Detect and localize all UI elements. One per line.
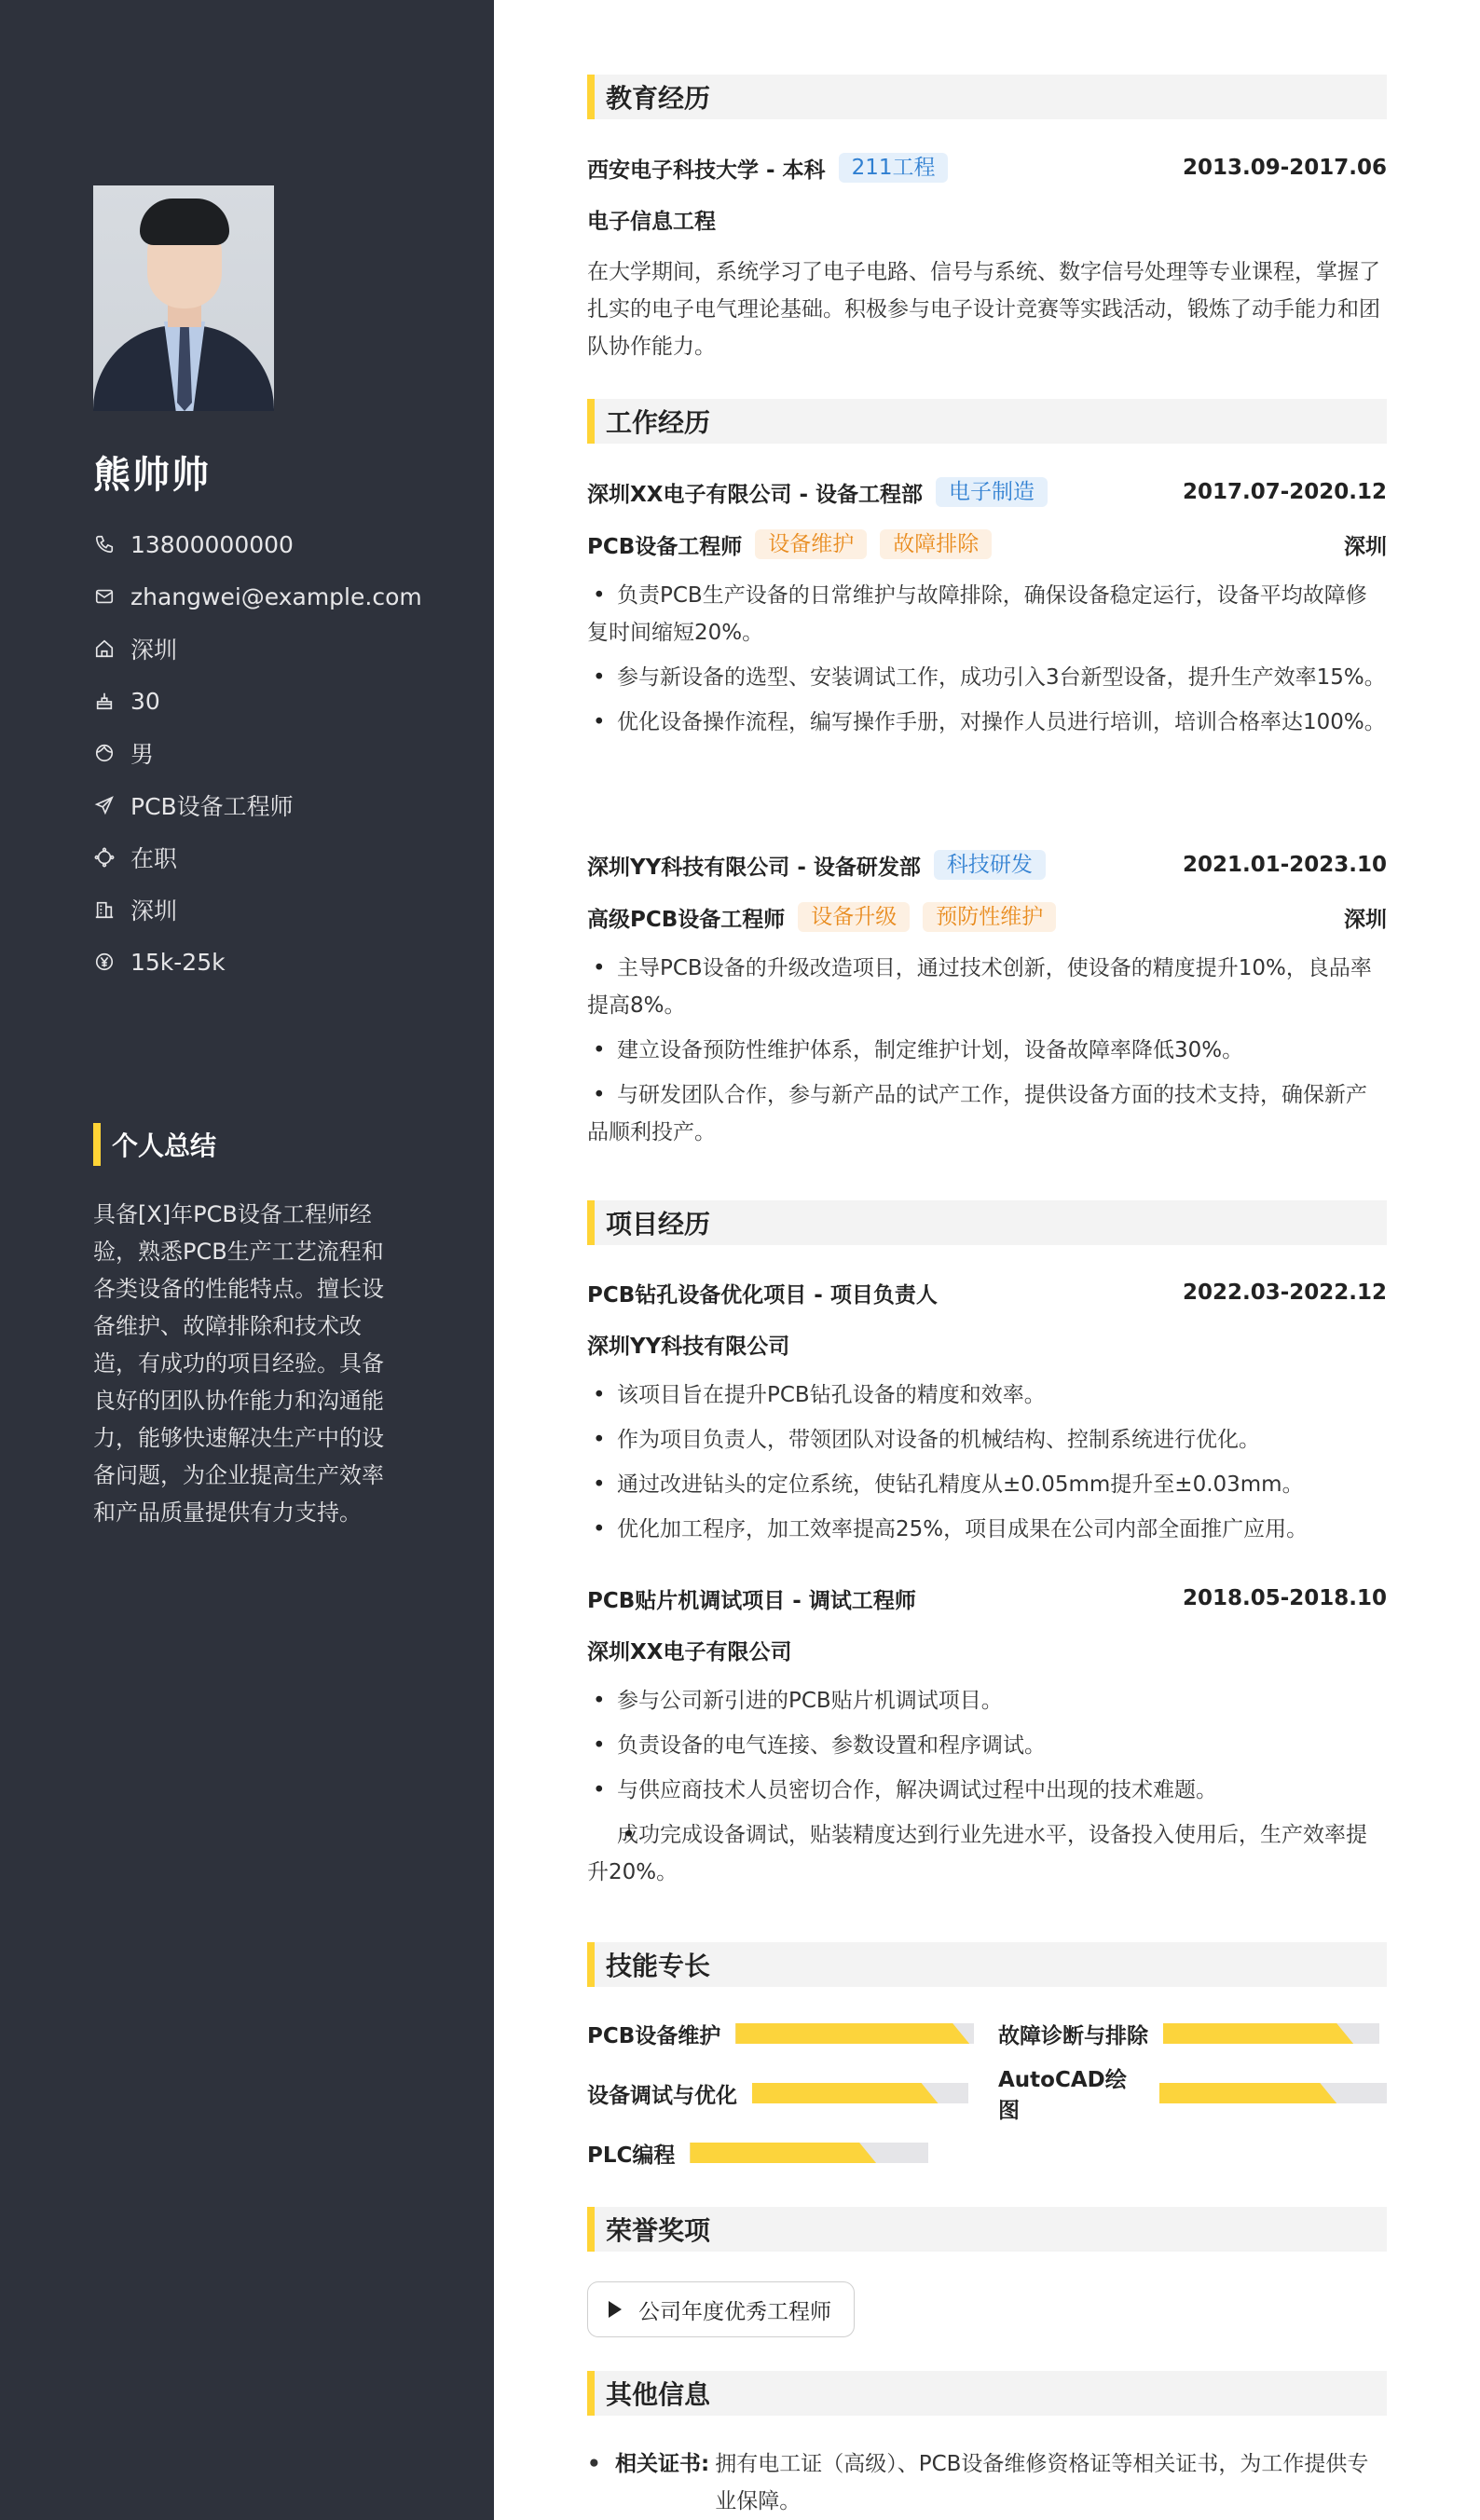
skill-bar-fill	[752, 2083, 939, 2103]
list-item: • 该项目旨在提升PCB钻孔设备的精度和效率。	[587, 1376, 1387, 1414]
list-item: • 与供应商技术人员密切合作，解决调试过程中出现的技术难题。	[587, 1772, 1387, 1809]
project-bullets	[587, 1682, 1387, 1898]
skill-bar	[752, 2083, 968, 2103]
school-tag: 211工程	[839, 153, 949, 183]
info-gender	[93, 727, 422, 779]
info-text: 男	[130, 741, 155, 768]
job-role: PCB设备工程师	[587, 534, 743, 559]
company-name: 深圳XX电子有限公司 - 设备工程部	[587, 482, 924, 507]
info-status	[93, 831, 422, 883]
job-role-row	[587, 527, 1387, 561]
job-date: 2017.07-2020.12	[1182, 480, 1387, 504]
skill-bar-fill	[1159, 2083, 1336, 2103]
school-name: 西安电子科技大学 - 本科	[587, 158, 826, 183]
avatar	[93, 185, 274, 411]
section-education	[587, 75, 1387, 119]
section-skills	[587, 1942, 1387, 1987]
skill-item	[587, 2136, 928, 2170]
project-bullets	[587, 1376, 1387, 1555]
job-role: 高级PCB设备工程师	[587, 907, 786, 932]
play-icon	[609, 2301, 622, 2318]
info-location	[93, 623, 422, 675]
sidebar	[0, 0, 494, 2520]
job-city: 深圳	[1344, 534, 1387, 559]
project-name: PCB钻孔设备优化项目 - 项目负责人	[587, 1282, 938, 1308]
project-company-row	[587, 1327, 1387, 1361]
section-title: 教育经历	[606, 83, 711, 114]
skill-bar-fill	[735, 2023, 969, 2044]
mail-icon	[93, 585, 116, 608]
job-date: 2021.01-2023.10	[1182, 853, 1387, 877]
project-company: 深圳YY科技有限公司	[587, 1334, 790, 1359]
company-tag: 电子制造	[936, 477, 1048, 507]
send-icon	[93, 794, 116, 816]
info-text: 在职	[130, 845, 178, 872]
skill-name: PCB设备维护	[587, 2023, 721, 2048]
contact-info-list	[93, 518, 422, 988]
info-text: 深圳	[130, 897, 178, 924]
section-projects	[587, 1200, 1387, 1245]
education-header	[587, 151, 1387, 185]
salary-icon	[93, 951, 116, 973]
skill-bar	[735, 2023, 974, 2044]
list-item: • 优化加工程序，加工效率提高25%，项目成果在公司内部全面推广应用。	[587, 1511, 1387, 1548]
job-header	[587, 475, 1387, 509]
list-item: • 主导PCB设备的升级改造项目，通过技术创新，使设备的精度提升10%，良品率提高8%。	[587, 950, 1387, 1024]
project-header	[587, 1276, 1387, 1309]
project-name: PCB贴片机调试项目 - 调试工程师	[587, 1588, 916, 1613]
building-icon	[93, 898, 116, 921]
profile-name: 熊帅帅	[93, 454, 211, 497]
list-item: • 建立设备预防性维护体系，制定维护计划，设备故障率降低30%。	[587, 1032, 1387, 1069]
phone-icon	[93, 533, 116, 555]
status-icon	[93, 846, 116, 869]
info-text: zhangwei@example.com	[130, 582, 422, 610]
skill-tag: 设备升级	[798, 902, 910, 932]
other-text: 拥有电工证（高级）、PCB设备维修资格证等相关证书，为工作提供专业保障。	[715, 2452, 1369, 2513]
skill-item	[587, 2017, 974, 2050]
award-text: 公司年度优秀工程师	[638, 2299, 831, 2324]
job-city: 深圳	[1344, 907, 1387, 932]
info-salary	[93, 936, 422, 988]
skill-name: 故障诊断与排除	[998, 2023, 1148, 2048]
summary-title: 个人总结	[112, 1130, 217, 1161]
skill-name: PLC编程	[587, 2143, 676, 2168]
major-row	[587, 202, 1387, 236]
info-age	[93, 675, 422, 727]
skill-tag: 故障排除	[880, 529, 992, 559]
project-company: 深圳XX电子有限公司	[587, 1639, 792, 1664]
info-text: 深圳	[130, 637, 178, 664]
bullet-icon: •	[587, 2452, 601, 2476]
info-city	[93, 883, 422, 936]
section-title: 荣誉奖项	[606, 2215, 711, 2246]
list-item: • 通过改进钻头的定位系统，使钻孔精度从±0.05mm提升至±0.03mm。	[587, 1466, 1387, 1503]
skill-bar	[1159, 2083, 1387, 2103]
job-header	[587, 848, 1387, 882]
info-text: 13800000000	[130, 530, 294, 558]
skill-bar-fill	[1163, 2023, 1353, 2044]
info-text: PCB设备工程师	[130, 793, 294, 820]
list-item: • 参与新设备的选型、安装调试工作，成功引入3台新型设备，提升生产效率15%。	[587, 659, 1387, 696]
info-email	[93, 570, 422, 623]
list-item: • 优化设备操作流程，编写操作手册，对操作人员进行培训，培训合格率达100%。	[587, 704, 1387, 741]
info-text: 15k-25k	[130, 948, 226, 976]
education-date: 2013.09-2017.06	[1182, 156, 1387, 180]
list-item: • 参与公司新引进的PCB贴片机调试项目。	[587, 1682, 1387, 1719]
skill-name: AutoCAD绘图	[998, 2068, 1127, 2123]
company-name: 深圳YY科技有限公司 - 设备研发部	[587, 855, 921, 880]
cake-icon	[93, 690, 116, 712]
section-title: 工作经历	[606, 407, 711, 438]
home-icon	[93, 637, 116, 660]
info-text: 30	[130, 687, 160, 715]
info-position	[93, 779, 422, 831]
project-date: 2018.05-2018.10	[1182, 1586, 1387, 1610]
section-title: 技能专长	[606, 1951, 711, 1981]
project-header	[587, 1582, 1387, 1615]
job-role-row	[587, 900, 1387, 934]
list-item: • 成功完成设备调试，贴装精度达到行业先进水平，设备投入使用后，生产效率提升20%。	[587, 1816, 1387, 1891]
skill-bar	[1163, 2023, 1379, 2044]
list-item: • 负责设备的电气连接、参数设置和程序调试。	[587, 1727, 1387, 1764]
summary-text: 具备[X]年PCB设备工程师经验，熟悉PCB生产工艺流程和各类设备的性能特点。擅长设备维护、故障排除和技术改造，有成功的项目经验。具备良好的团队协作能力和沟通能力，能够快速解决生产中的设备问题，为企业提高生产效率和产品质量提供有力支持。	[93, 1201, 384, 1526]
summary-heading	[93, 1123, 216, 1166]
section-other	[587, 2371, 1387, 2416]
gender-icon	[93, 742, 116, 764]
skill-tag: 设备维护	[755, 529, 867, 559]
skill-item	[998, 2017, 1379, 2050]
info-phone	[93, 518, 422, 570]
skill-bar	[690, 2143, 928, 2163]
section-awards	[587, 2207, 1387, 2252]
other-info-item	[587, 2445, 1387, 2520]
major-name: 电子信息工程	[587, 209, 716, 234]
award-badge	[587, 2281, 855, 2337]
education-desc: 在大学期间，系统学习了电子电路、信号与系统、数字信号处理等专业课程，掌握了扎实的电子电气理论基础。积极参与电子设计竞赛等实践活动，锻炼了动手能力和团队协作能力。	[587, 260, 1380, 359]
section-title: 项目经历	[606, 1209, 711, 1239]
other-label: 相关证书:	[615, 2452, 710, 2476]
skill-item	[587, 2076, 968, 2110]
job-bullets	[587, 577, 1387, 748]
list-item: • 作为项目负责人，带领团队对设备的机械结构、控制系统进行优化。	[587, 1421, 1387, 1459]
list-item: • 负责PCB生产设备的日常维护与故障排除，确保设备稳定运行，设备平均故障修复时间缩短20%。	[587, 577, 1387, 651]
project-date: 2022.03-2022.12	[1182, 1281, 1387, 1305]
skill-tag: 预防性维护	[923, 902, 1056, 932]
section-title: 其他信息	[606, 2379, 711, 2410]
job-bullets	[587, 950, 1387, 1158]
section-work	[587, 399, 1387, 444]
skill-name: 设备调试与优化	[587, 2083, 737, 2108]
company-tag: 科技研发	[934, 850, 1046, 880]
skill-item	[998, 2068, 1387, 2123]
project-company-row	[587, 1633, 1387, 1666]
skill-bar-fill	[690, 2143, 876, 2163]
list-item: • 与研发团队合作，参与新产品的试产工作，提供设备方面的技术支持，确保新产品顺利投产。	[587, 1076, 1387, 1151]
